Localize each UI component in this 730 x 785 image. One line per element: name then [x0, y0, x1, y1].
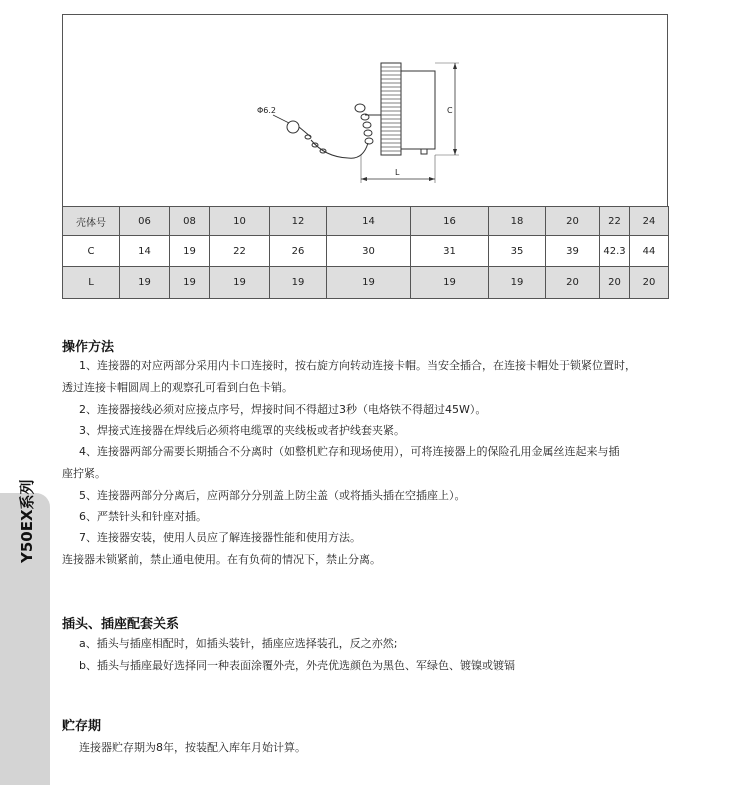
value-cell: 19: [489, 267, 546, 299]
operation-line: 连接器未锁紧前，禁止通电使用。在有负荷的情况下，禁止分离。: [62, 553, 381, 566]
operation-line: 2、连接器接线必须对应接点序号，焊接时间不得超过3秒（电烙铁不得超过45W）。: [79, 403, 487, 416]
operation-line: 7、连接器安装，使用人员应了解连接器性能和使用方法。: [79, 531, 361, 544]
shell-size-cell: 18: [489, 207, 546, 236]
operation-title: 操作方法: [62, 340, 115, 355]
shell-size-cell: 20: [546, 207, 600, 236]
value-cell: 20: [630, 267, 669, 299]
operation-line: 6、严禁针头和针座对插。: [79, 510, 207, 523]
value-cell: 30: [327, 236, 411, 267]
series-side-tab: [0, 479, 50, 785]
c-dimension-label: C: [447, 106, 453, 115]
value-cell: 42.3: [600, 236, 630, 267]
l-dimension-label: L: [395, 168, 400, 177]
operation-line: 1、连接器的对应两部分采用内卡口连接时，按右旋方向转动连接卡帽。当安全插合，在连接卡帽处于锁紧位置时，: [79, 359, 636, 372]
value-cell: 19: [327, 267, 411, 299]
matching-line: a、插头与插座相配时，如插头装针，插座应选择装孔，反之亦然;: [79, 637, 398, 650]
value-cell: 19: [170, 236, 210, 267]
phi-dimension-label: Φ6.2: [257, 106, 277, 115]
table-row: [63, 236, 669, 267]
value-cell: 44: [630, 236, 669, 267]
storage-text: 连接器贮存期为8年，按装配入库年月始计算。: [79, 741, 306, 754]
header-cell: 壳体号: [63, 207, 120, 236]
shell-size-cell: 14: [327, 207, 411, 236]
value-cell: 20: [600, 267, 630, 299]
dust-cap-drawing: [63, 15, 669, 207]
shell-size-cell: 16: [411, 207, 489, 236]
matching-title: 插头、插座配套关系: [62, 617, 180, 632]
operation-line: 座拧紧。: [62, 467, 106, 480]
operation-line: 4、连接器两部分需要长期插合不分离时（如整机贮存和现场使用），可将连接器上的保险孔用金属丝连起来与插: [79, 445, 620, 458]
technical-drawing: [62, 14, 668, 206]
shell-size-cell: 08: [170, 207, 210, 236]
dimension-table: [62, 206, 669, 299]
value-cell: 19: [210, 267, 270, 299]
value-cell: 35: [489, 236, 546, 267]
operation-line: 透过连接卡帽圆周上的观察孔可看到白色卡销。: [62, 381, 293, 394]
shell-size-cell: 24: [630, 207, 669, 236]
value-cell: 20: [546, 267, 600, 299]
header-row: [63, 207, 669, 236]
shell-size-cell: 10: [210, 207, 270, 236]
series-label: Y50EX系列: [18, 479, 36, 563]
shell-size-cell: 12: [270, 207, 327, 236]
storage-title: 贮存期: [62, 719, 102, 734]
value-cell: 14: [120, 236, 170, 267]
value-cell: 19: [120, 267, 170, 299]
operation-line: 5、连接器两部分分离后，应两部分分别盖上防尘盖（或将插头插在空插座上）。: [79, 489, 466, 502]
value-cell: 31: [411, 236, 489, 267]
table-row: [63, 267, 669, 299]
value-cell: 26: [270, 236, 327, 267]
shell-size-cell: 22: [600, 207, 630, 236]
value-cell: 39: [546, 236, 600, 267]
value-cell: 19: [270, 267, 327, 299]
value-cell: 22: [210, 236, 270, 267]
value-cell: 19: [170, 267, 210, 299]
shell-size-cell: 06: [120, 207, 170, 236]
row-label-cell: C: [63, 236, 120, 267]
value-cell: 19: [411, 267, 489, 299]
matching-line: b、插头与插座最好选择同一种表面涂覆外壳，外壳优选颜色为黑色、军绿色、镀镍或镀镉: [79, 659, 515, 672]
row-label-cell: L: [63, 267, 120, 299]
operation-line: 3、焊接式连接器在焊线后必须将电缆罩的夹线板或者护线套夹紧。: [79, 424, 405, 437]
